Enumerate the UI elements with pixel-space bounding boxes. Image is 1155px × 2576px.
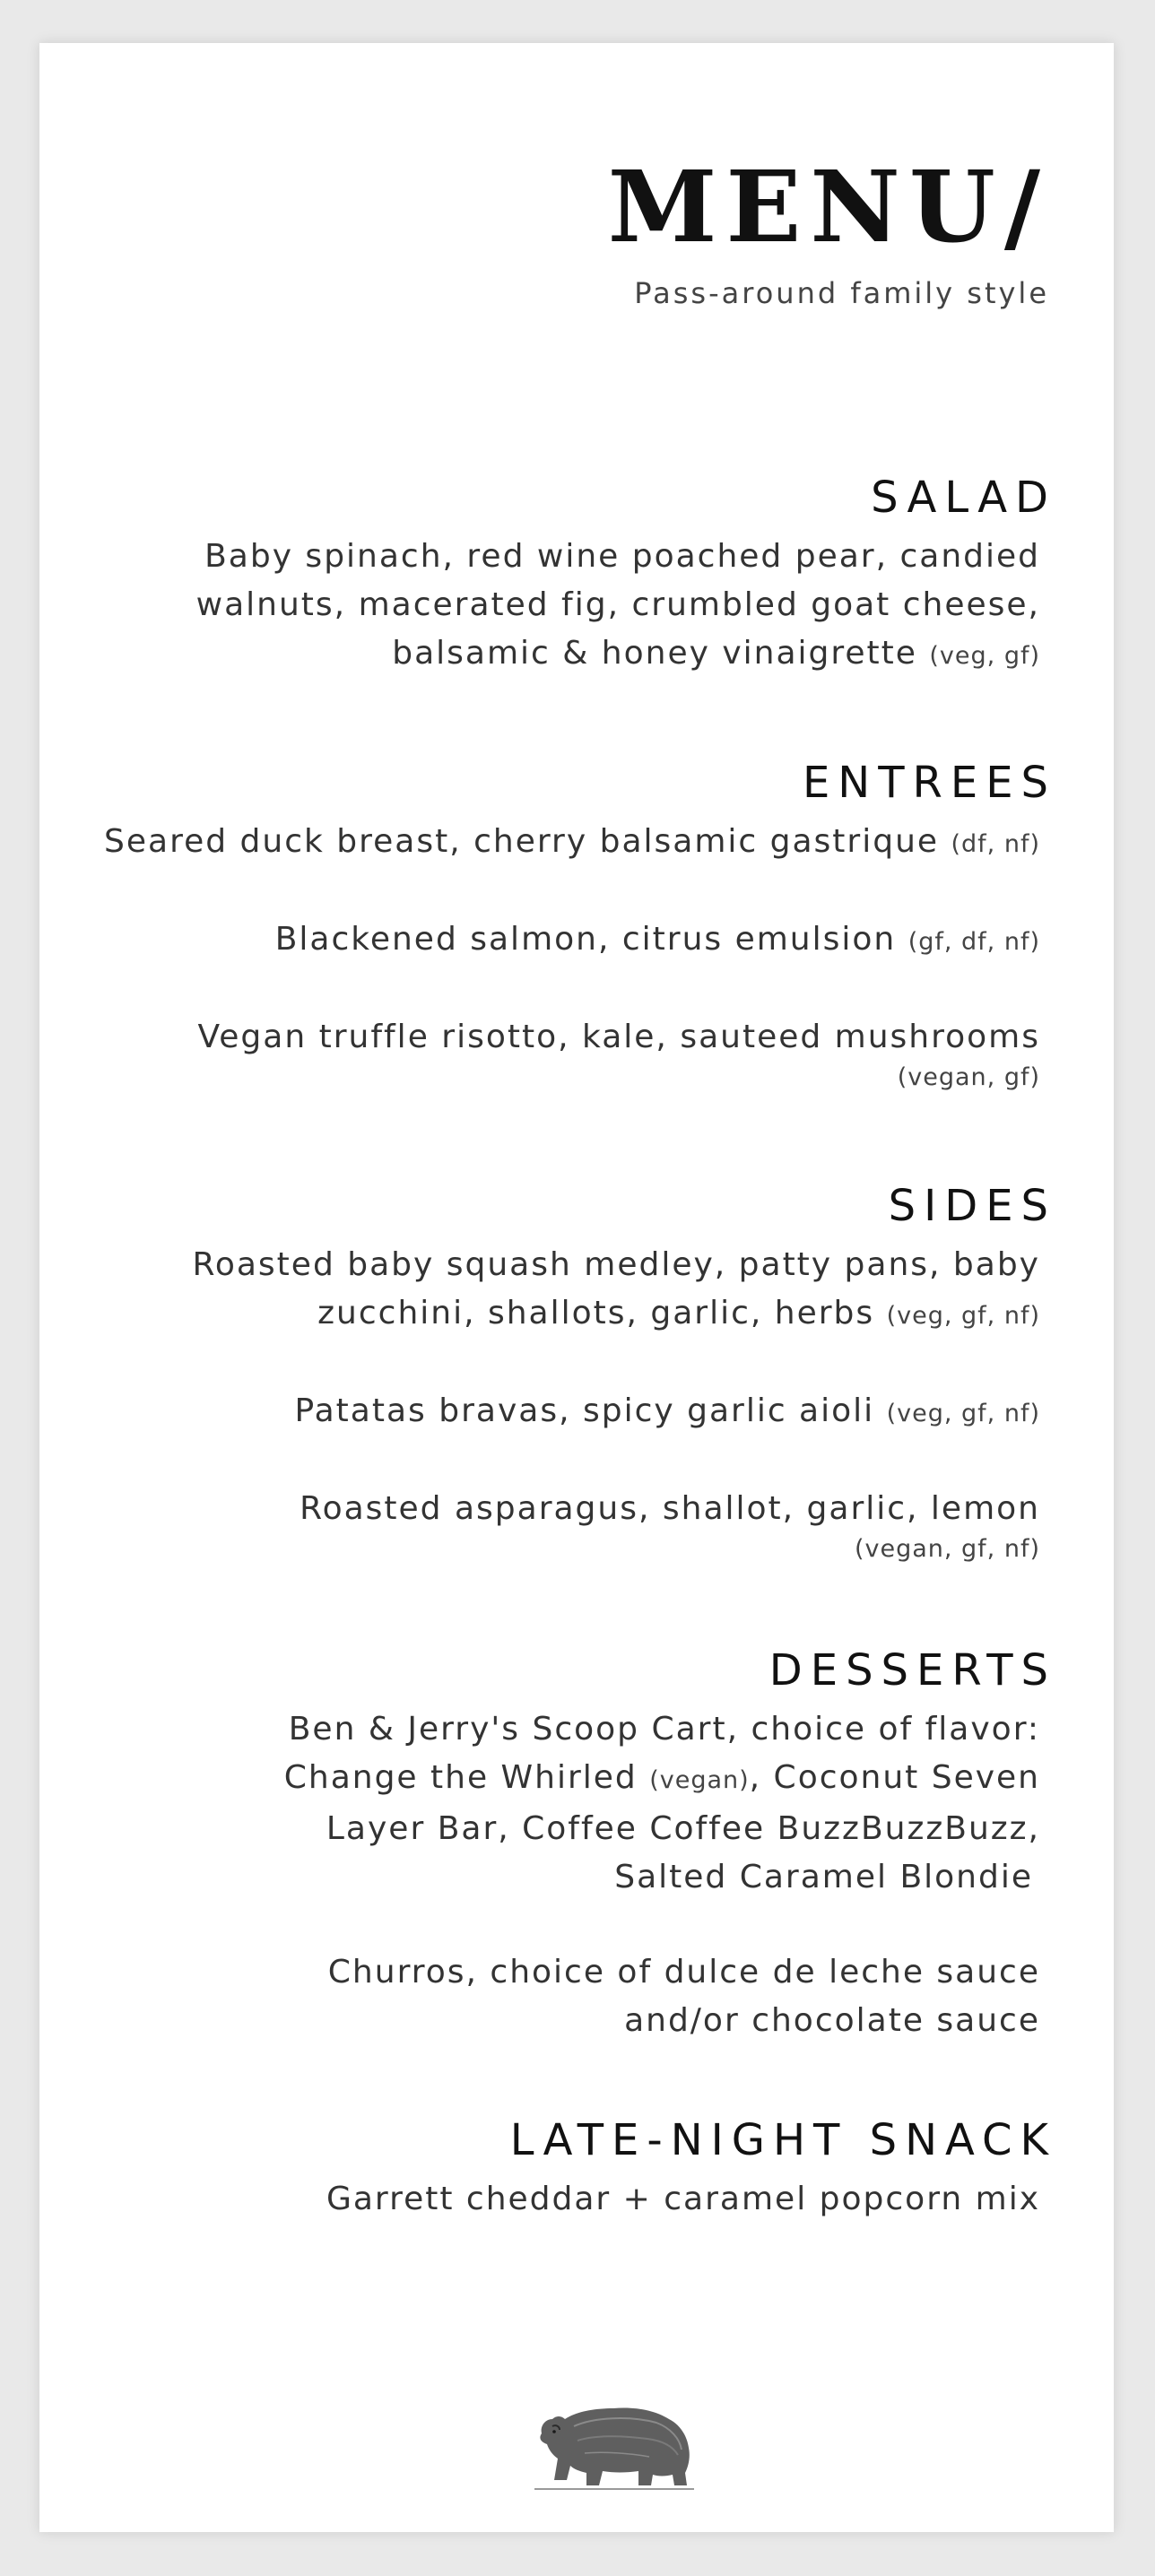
menu-item-salad [63,533,1040,681]
dietary-tag: (gf, df, nf) [908,928,1040,957]
section-heading-sides: SIDES [888,1181,1056,1231]
item-line: Blackened salmon, citrus emulsion [274,921,897,958]
menu-item-popcorn [63,2175,1040,2224]
item-line: Vegan truffle risotto, kale, sauteed mushrooms [197,1019,1040,1056]
dietary-tag: (veg, gf, nf) [886,1302,1040,1331]
menu-item-asparagus [63,1485,1040,1566]
item-line: Salted Caramel Blondie [614,1859,1033,1896]
item-line: Change the Whirled [283,1759,638,1797]
item-line: Baby spinach, red wine poached pear, candied [204,538,1040,576]
section-heading-late-night: LATE-NIGHT SNACK [509,2115,1056,2165]
item-line: Roasted baby squash medley, patty pans, baby [192,1246,1040,1284]
item-line: zucchini, shallots, garlic, herbs [317,1295,875,1332]
menu-card [39,43,1114,2532]
item-line: Layer Bar, Coffee Coffee BuzzBuzzBuzz, [326,1810,1040,1848]
section-heading-salad: SALAD [871,473,1056,523]
item-line: Garrett cheddar + caramel popcorn mix [326,2181,1040,2218]
item-line: walnuts, macerated fig, crumbled goat cheese, [195,586,1040,624]
dietary-tag: (df, nf) [951,830,1040,859]
bear-icon [531,2399,698,2493]
item-line: Patatas bravas, spicy garlic aioli [294,1392,875,1430]
menu-subtitle: Pass-around family style [634,276,1049,310]
section-late-night-snack [63,2115,1056,2224]
dietary-tag: (veg, gf, nf) [886,1400,1040,1428]
menu-title: MENU/ [607,149,1049,265]
dietary-tag: (vegan, gf, nf) [854,1535,1040,1564]
section-desserts [63,1645,1056,2045]
item-line: Roasted asparagus, shallot, garlic, lemon [300,1490,1040,1528]
menu-item-squash [63,1241,1040,1340]
dietary-tag: (vegan) [649,1766,750,1795]
item-line: Ben & Jerry's Scoop Cart, choice of flavor: [288,1711,1040,1748]
dietary-tag: (veg, gf) [929,642,1040,671]
menu-item-ben-jerrys [63,1705,1040,1902]
item-line: Churros, choice of dulce de leche sauce [327,1954,1040,1991]
item-line: balsamic & honey vinaigrette [392,635,917,672]
menu-item-salmon [63,915,1040,967]
section-salad [63,473,1056,681]
menu-item-patatas [63,1387,1040,1438]
dietary-tag: (vegan, gf) [897,1063,1040,1092]
menu-item-churros [63,1948,1040,2045]
section-heading-entrees: ENTREES [802,758,1056,808]
menu-item-duck [63,818,1040,869]
item-line: , Coconut Seven [749,1759,1040,1797]
section-heading-desserts: DESSERTS [769,1645,1056,1696]
item-line: and/or chocolate sauce [624,2002,1040,2040]
section-sides [63,1181,1056,1566]
section-entrees [63,758,1056,1094]
menu-item-risotto [63,1013,1040,1094]
item-line: Seared duck breast, cherry balsamic gastrique [104,823,940,861]
